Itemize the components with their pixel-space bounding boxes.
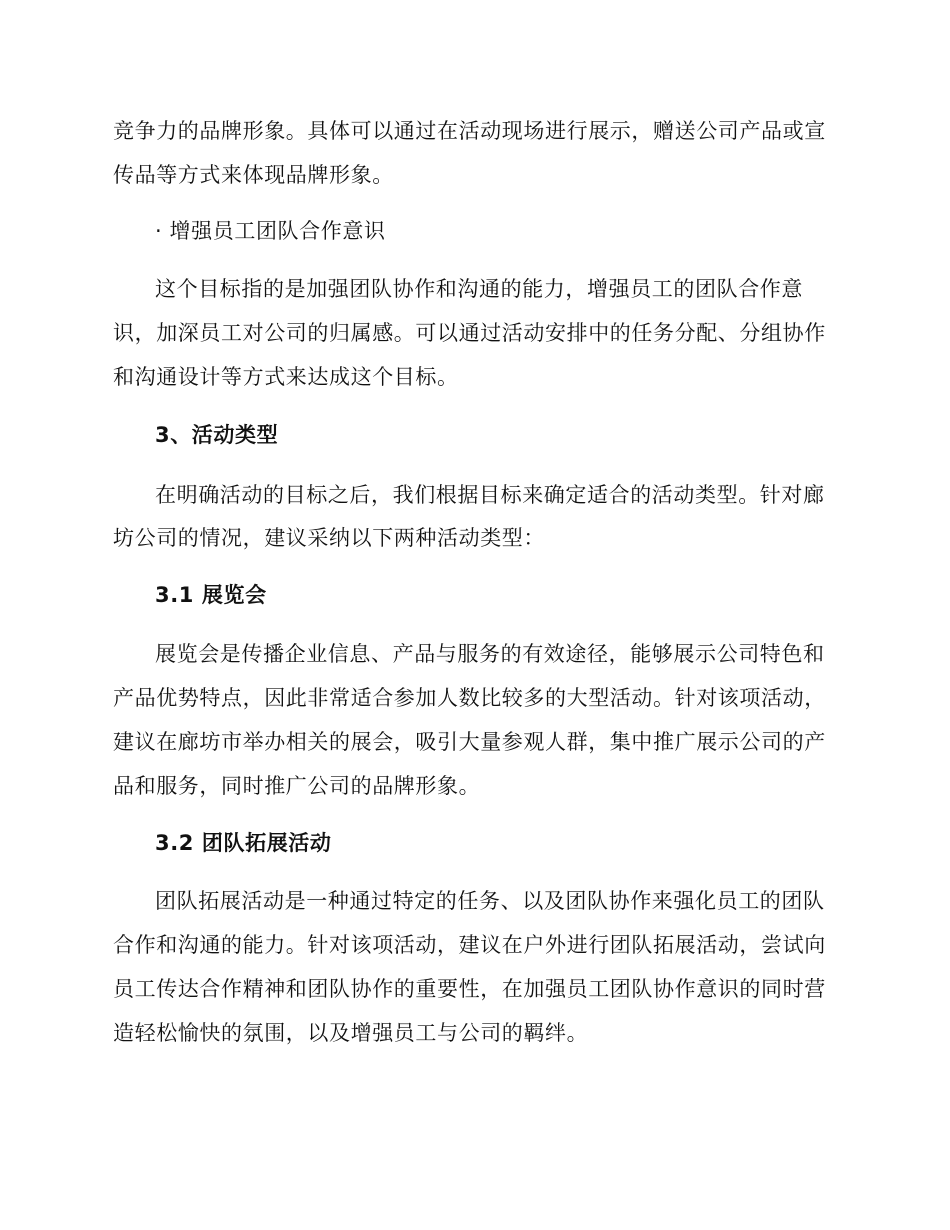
paragraph-team-building-line-3: 员工传达合作精神和团队协作的重要性，在加强员工团队协作意识的同时营 xyxy=(113,977,826,1001)
section-heading-3-2: 3.2 团队拓展活动 xyxy=(155,831,332,855)
paragraph-exhibition-line-2: 产品优势特点，因此非常适合参加人数比较多的大型活动。针对该项活动， xyxy=(113,686,826,710)
paragraph-types-line-2: 坊公司的情况，建议采纳以下两种活动类型： xyxy=(113,526,545,550)
section-heading-3: 3、活动类型 xyxy=(155,423,279,447)
paragraph-team-goal-line-3: 和沟通设计等方式来达成这个目标。 xyxy=(113,365,459,389)
paragraph-team-building-line-1: 团队拓展活动是一种通过特定的任务、以及团队协作来强化员工的团队 xyxy=(155,889,825,913)
paragraph-team-goal-line-2: 识，加深员工对公司的归属感。可以通过活动安排中的任务分配、分组协作 xyxy=(113,321,826,345)
paragraph-brand-line-1: 竞争力的品牌形象。具体可以通过在活动现场进行展示，赠送公司产品或宣 xyxy=(113,119,826,143)
paragraph-exhibition-line-1: 展览会是传播企业信息、产品与服务的有效途径，能够展示公司特色和 xyxy=(155,642,825,666)
paragraph-exhibition-line-4: 品和服务，同时推广公司的品牌形象。 xyxy=(113,774,481,798)
section-heading-3-1: 3.1 展览会 xyxy=(155,583,267,607)
paragraph-brand-line-2: 传品等方式来体现品牌形象。 xyxy=(113,163,394,187)
paragraph-team-building-line-2: 合作和沟通的能力。针对该项活动，建议在户外进行团队拓展活动，尝试向 xyxy=(113,933,826,957)
paragraph-team-building-line-4: 造轻松愉快的氛围，以及增强员工与公司的羁绊。 xyxy=(113,1021,589,1045)
bullet-item: · 增强员工团队合作意识 xyxy=(155,219,386,243)
paragraph-types-line-1: 在明确活动的目标之后，我们根据目标来确定适合的活动类型。针对廊 xyxy=(155,483,825,507)
paragraph-team-goal-line-1: 这个目标指的是加强团队协作和沟通的能力，增强员工的团队合作意 xyxy=(155,277,803,301)
paragraph-exhibition-line-3: 建议在廊坊市举办相关的展会，吸引大量参观人群，集中推广展示公司的产 xyxy=(113,730,826,754)
